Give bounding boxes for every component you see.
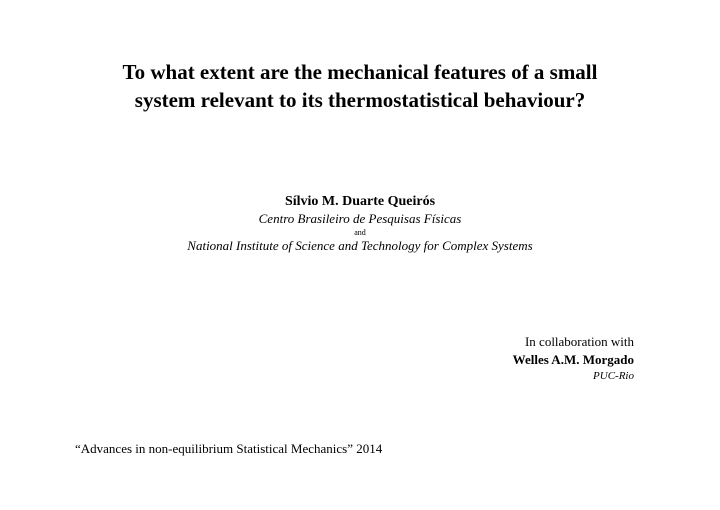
author-name: Sílvio M. Duarte Queirós [284, 194, 436, 209]
slide-title [40, 58, 680, 114]
author-block [40, 193, 680, 254]
title-line-1: To what extent are the mechanical features of a small [122, 60, 598, 84]
collaborator-name: Welles A.M. Morgado [512, 352, 634, 367]
collaborator-affiliation: PUC-Rio [593, 370, 634, 382]
event-name: “Advances in non-equilibrium Statistical Mechanics” 2014 [75, 441, 383, 456]
collaboration-intro: In collaboration with [524, 334, 634, 349]
author-affiliation-secondary: National Institute of Science and Technology for Complex Systems [187, 238, 533, 253]
title-line-2: system relevant to its thermostatistical behaviour? [134, 88, 586, 112]
collaboration-block [334, 333, 634, 384]
author-affiliation-primary: Centro Brasileiro de Pesquisas Físicas [258, 211, 462, 226]
affiliation-conjunction: and [354, 228, 366, 237]
